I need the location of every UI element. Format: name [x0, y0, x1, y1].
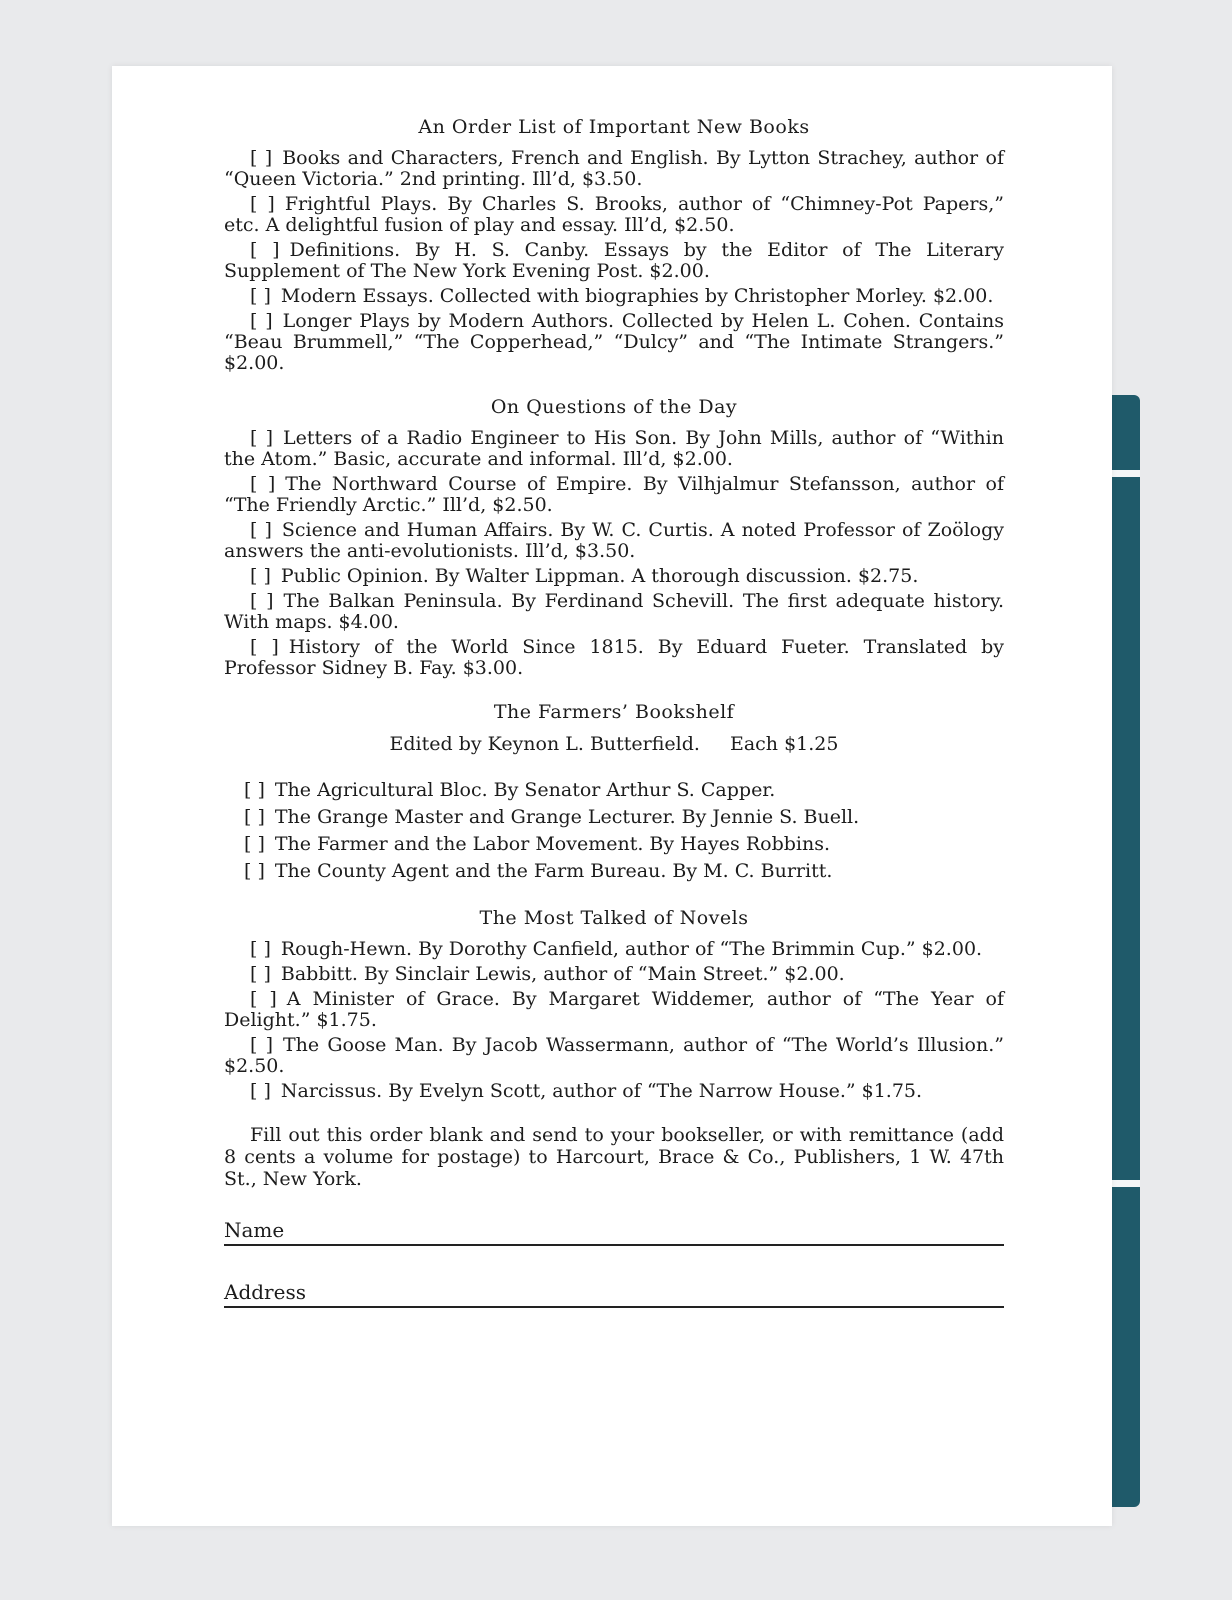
list-item[interactable]: [ ] Longer Plays by Modern Authors. Collected by Helen L. Cohen. Contains “Beau Brummell,” “The Copperhead,” “Dulcy” and “The Intimate Strangers.” $2.00. [224, 310, 1004, 374]
checkbox[interactable]: [ ] [250, 988, 277, 1010]
checkbox[interactable]: [ ] [250, 473, 276, 495]
list-item[interactable]: [ ] Definitions. By H. S. Canby. Essays by the Editor of The Literary Supplement of The New York Evening Post. $2.00. [224, 239, 1004, 282]
section-new-books [224, 116, 1004, 374]
order-list-content [224, 116, 1004, 1338]
list-item[interactable]: [ ] The Balkan Peninsula. By Ferdinand Schevill. The first adequate history. With maps. $4.00. [224, 590, 1004, 633]
list-item[interactable]: [ ] Frightful Plays. By Charles S. Brooks, author of “Chimney-Pot Papers,” etc. A delightful fusion of play and essay. Ill’d, $2.50. [224, 193, 1004, 236]
section-heading: An Order List of Important New Books [418, 116, 810, 138]
list-item[interactable]: [ ] Science and Human Affairs. By W. C. Curtis. A noted Professor of Zoölogy answers the anti-evolutionists. Ill’d, $3.50. [224, 519, 1004, 562]
section-questions-of-the-day [224, 396, 1004, 679]
section-heading: The Farmers’ Bookshelf [493, 701, 735, 723]
address-field[interactable] [224, 1276, 1004, 1308]
checkbox[interactable]: [ ] [250, 590, 274, 612]
list-item[interactable]: [ ] The Agricultural Bloc. By Senator Arthur S. Capper. [244, 779, 776, 801]
editor-credit: Edited by Keynon L. Butterfield. [389, 733, 700, 755]
section-heading: On Questions of the Day [490, 396, 738, 418]
checkbox[interactable]: [ ] [250, 938, 271, 960]
list-item[interactable]: [ ] Public Opinion. By Walter Lippman. A thorough discussion. $2.75. [250, 565, 919, 587]
list-item[interactable]: [ ] The Goose Man. By Jacob Wassermann, author of “The World’s Illusion.” $2.50. [224, 1034, 1004, 1077]
checkbox[interactable]: [ ] [250, 193, 275, 215]
list-item[interactable]: [ ] Books and Characters, French and English. By Lytton Strachey, author of “Queen Victoria.” 2nd printing. Ill’d, $3.50. [224, 147, 1004, 190]
checkbox[interactable]: [ ] [250, 519, 272, 541]
name-field[interactable] [224, 1214, 1004, 1246]
section-novels [224, 907, 1004, 1102]
price-each: Each $1.25 [729, 733, 839, 755]
list-item[interactable]: [ ] A Minister of Grace. By Margaret Widdemer, author of “The Year of Delight.” $1.75. [224, 988, 1004, 1031]
section-heading: The Most Talked of Novels [479, 907, 749, 929]
checkbox[interactable]: [ ] [244, 806, 265, 828]
order-instructions: Fill out this order blank and send to your bookseller, or with remittance (add 8 cents a volume for postage) to Harcourt, Brace & Co., Publishers, 1 W. 47th St., New York. [224, 1124, 1004, 1190]
checkbox[interactable]: [ ] [250, 1080, 271, 1102]
list-item[interactable]: [ ] Babbitt. By Sinclair Lewis, author of “Main Street.” $2.00. [250, 963, 845, 985]
checkbox[interactable]: [ ] [244, 833, 265, 855]
list-item[interactable]: [ ] Narcissus. By Evelyn Scott, author of “The Narrow House.” $1.75. [250, 1080, 923, 1102]
checkbox[interactable]: [ ] [250, 427, 273, 449]
list-item[interactable]: [ ] Rough-Hewn. By Dorothy Canfield, author of “The Brimmin Cup.” $2.00. [250, 938, 983, 960]
checkbox[interactable]: [ ] [250, 239, 280, 261]
section-farmers-bookshelf [224, 701, 1004, 885]
checkbox[interactable]: [ ] [250, 963, 271, 985]
checkbox[interactable]: [ ] [250, 1034, 273, 1056]
list-item[interactable]: [ ] Letters of a Radio Engineer to His Son. By John Mills, author of “Within the Atom.” Basic, accurate and informal. Ill’d, $2.00. [224, 427, 1004, 470]
list-item[interactable]: [ ] The County Agent and the Farm Bureau. By M. C. Burritt. [244, 860, 833, 882]
checkbox[interactable]: [ ] [244, 860, 265, 882]
list-item[interactable]: [ ] The Grange Master and Grange Lecturer. By Jennie S. Buell. [244, 806, 860, 828]
checkbox[interactable]: [ ] [250, 147, 273, 169]
checkbox[interactable]: [ ] [250, 285, 271, 307]
section-subheading [224, 733, 1004, 755]
name-label: Name [224, 1218, 285, 1242]
checkbox[interactable]: [ ] [250, 565, 271, 587]
farmers-book-list [224, 777, 1004, 885]
list-item[interactable]: [ ] The Northward Course of Empire. By Vilhjalmur Stefansson, author of “The Friendly Arctic.” Ill’d, $2.50. [224, 473, 1004, 516]
checkbox[interactable]: [ ] [244, 779, 265, 801]
list-item[interactable]: [ ] Modern Essays. Collected with biographies by Christopher Morley. $2.00. [250, 285, 994, 307]
book-page [112, 66, 1112, 1526]
checkbox[interactable]: [ ] [250, 636, 279, 658]
list-item[interactable]: [ ] History of the World Since 1815. By Eduard Fueter. Translated by Professor Sidney B. Fay. $3.00. [224, 636, 1004, 679]
checkbox[interactable]: [ ] [250, 310, 273, 332]
list-item[interactable]: [ ] The Farmer and the Labor Movement. By Hayes Robbins. [244, 833, 831, 855]
address-label: Address [224, 1280, 306, 1304]
